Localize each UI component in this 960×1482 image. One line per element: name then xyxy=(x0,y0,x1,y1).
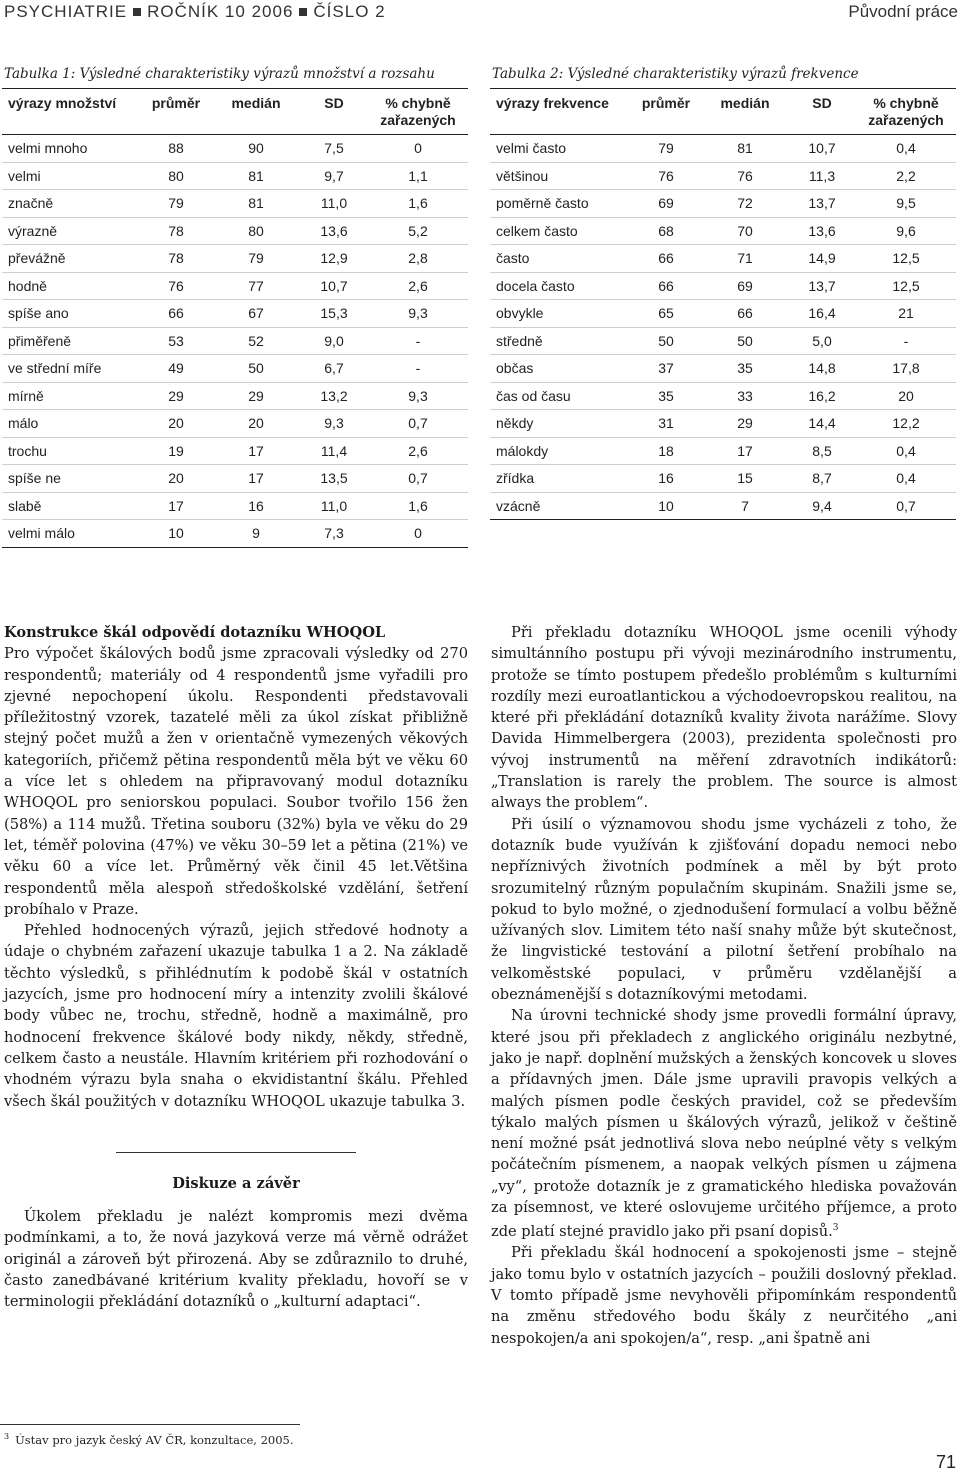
table-cell: 19 xyxy=(140,437,212,465)
table-cell: 29 xyxy=(702,410,788,438)
table-cell: 71 xyxy=(702,245,788,273)
table-cell: celkem často xyxy=(490,217,630,245)
left-column xyxy=(4,622,468,1313)
table-cell: většinou xyxy=(490,162,630,190)
table-cell: 68 xyxy=(630,217,702,245)
table-row xyxy=(490,245,956,273)
table-cell: - xyxy=(368,355,468,383)
paragraph: Úkolem překladu je nalézt kompromis mezi dvěma podmínkami, a to, že nová jazyková verze má věrně odrážet originál a zároveň být přirozená. Aby se zdůraznilo to druhé, často zanedbávané kritérium kvality překladu, hovoří se v terminologii překládání dotazníků o „kulturní adaptaci“. xyxy=(4,1208,468,1311)
table-cell: 20 xyxy=(140,465,212,493)
table2-column-header: výrazy frekvence xyxy=(490,89,630,135)
table-cell: 18 xyxy=(630,437,702,465)
table-row xyxy=(2,245,468,273)
table-cell: 66 xyxy=(630,245,702,273)
table-row xyxy=(490,300,956,328)
table-cell: 7,5 xyxy=(300,135,368,163)
table1-column-header: SD xyxy=(300,89,368,135)
table-row xyxy=(2,437,468,465)
table-cell: 9,3 xyxy=(368,382,468,410)
table-cell: 17,8 xyxy=(856,355,956,383)
table-cell: 13,2 xyxy=(300,382,368,410)
table-cell: 72 xyxy=(702,190,788,218)
table-cell: 9,3 xyxy=(300,410,368,438)
table-row xyxy=(490,135,956,163)
table-row xyxy=(2,465,468,493)
table-row xyxy=(2,355,468,383)
table-cell: často xyxy=(490,245,630,273)
paragraph-text: Na úrovni technické shody jsme provedli formální úpravy, které jsou při překladech z anglického originálu nezbytné, jako je např. doplnění mužských a ženských koncovek u sloves a přídavných jmen. Dále jsme upravili pravopis velkých a malých písmen podle českých pravidel, což se především týkalo malých písmen u škálových výrazů, jelikož v češtině není možné psát jednotlivá slova nebo neúplné věty s velkým počátečním písmenem, a naopak velkých písmen u zájmena „vy“, protože dotazník je z gramatického hlediska považován za písemnost, ve které oslovujeme určitého příjemce, a proto zde platí stejné pravidlo jako při psaní dopisů. xyxy=(491,1007,957,1241)
table-cell: 13,6 xyxy=(788,217,856,245)
table-cell: 7,3 xyxy=(300,520,368,548)
paragraph: Při překladu dotazníku WHOQOL jsme ocenili výhody simultánního postupu při vývoji mezinárodního instrumentu, protože se tímto postupem předešlo problémům s kulturními rozdíly mezi euroatlantickou a východoevropskou realitou, na které při překládání dotazníků kvality života narážíme. Slovy Davida Himmelbergera (2003), prezidenta společnosti pro vývoj instrumentů na měření zdravotních indikátorů: „Translation is rarely the problem. The source is almost always the problem“. xyxy=(491,624,957,812)
square-separator-icon xyxy=(299,8,307,16)
footnote-reference: 3 xyxy=(832,1223,839,1234)
table-cell: 69 xyxy=(702,272,788,300)
table-cell: 90 xyxy=(212,135,300,163)
table1-caption: Tabulka 1: Výsledné charakteristiky výrazů množství a rozsahu xyxy=(4,66,435,82)
table-row xyxy=(2,382,468,410)
table-cell: 17 xyxy=(212,437,300,465)
table1-column-header: % chybně zařazených xyxy=(368,89,468,135)
table-cell: - xyxy=(856,327,956,355)
table-row xyxy=(2,410,468,438)
table-cell: 13,6 xyxy=(300,217,368,245)
table-cell: 35 xyxy=(630,382,702,410)
table-cell: hodně xyxy=(2,272,140,300)
table-cell: středně xyxy=(490,327,630,355)
table-row xyxy=(490,217,956,245)
table-cell: 80 xyxy=(212,217,300,245)
table-cell: 17 xyxy=(140,492,212,520)
table-cell: 37 xyxy=(630,355,702,383)
journal-volume: ROČNÍK 10 xyxy=(147,2,246,21)
table-cell: 15 xyxy=(702,465,788,493)
table-cell: 10 xyxy=(140,520,212,548)
table1-body xyxy=(2,135,468,548)
running-header xyxy=(0,0,960,26)
table-cell: 81 xyxy=(212,162,300,190)
table-cell: spíše ne xyxy=(2,465,140,493)
table-cell: 0,7 xyxy=(368,410,468,438)
table-cell: 12,5 xyxy=(856,245,956,273)
table-cell: 0,4 xyxy=(856,437,956,465)
table-cell: spíše ano xyxy=(2,300,140,328)
table2-caption: Tabulka 2: Výsledné charakteristiky výrazů frekvence xyxy=(492,66,859,82)
table-cell: velmi mnoho xyxy=(2,135,140,163)
table-cell: 20 xyxy=(140,410,212,438)
table-cell: 77 xyxy=(212,272,300,300)
table-cell: 0 xyxy=(368,135,468,163)
table-row xyxy=(490,190,956,218)
table-row xyxy=(490,162,956,190)
table2-header-row xyxy=(490,89,956,135)
table-cell: 2,2 xyxy=(856,162,956,190)
table-cell: občas xyxy=(490,355,630,383)
table-cell: málo xyxy=(2,410,140,438)
table-row xyxy=(490,382,956,410)
table1 xyxy=(2,88,468,548)
table2-column-header: medián xyxy=(702,89,788,135)
table-cell: velmi často xyxy=(490,135,630,163)
table1-column-header: medián xyxy=(212,89,300,135)
table-cell: 20 xyxy=(212,410,300,438)
table2-column-header: SD xyxy=(788,89,856,135)
table-row xyxy=(2,272,468,300)
table-cell: 13,7 xyxy=(788,272,856,300)
table-cell: 13,5 xyxy=(300,465,368,493)
table1-column-header: průměr xyxy=(140,89,212,135)
journal-issue: ČÍSLO 2 xyxy=(313,2,386,21)
table-cell: 16,4 xyxy=(788,300,856,328)
journal-name: PSYCHIATRIE xyxy=(4,2,128,21)
table-cell: 7 xyxy=(702,492,788,520)
table-cell: 81 xyxy=(212,190,300,218)
table-cell: 79 xyxy=(630,135,702,163)
table-row xyxy=(2,217,468,245)
table-cell: obvykle xyxy=(490,300,630,328)
table-cell: 8,5 xyxy=(788,437,856,465)
table-cell: 2,6 xyxy=(368,437,468,465)
table-cell: 9,3 xyxy=(368,300,468,328)
footnote-text: Ústav pro jazyk český AV ČR, konzultace, 2005. xyxy=(15,1432,294,1447)
table-cell: 5,0 xyxy=(788,327,856,355)
table-cell: 52 xyxy=(212,327,300,355)
table-cell: 17 xyxy=(212,465,300,493)
paragraph xyxy=(491,1005,957,1242)
table1-header-row xyxy=(2,89,468,135)
table-cell: 0,7 xyxy=(368,465,468,493)
table-row xyxy=(2,190,468,218)
table-cell: výrazně xyxy=(2,217,140,245)
table-cell: 21 xyxy=(856,300,956,328)
table-row xyxy=(490,410,956,438)
table-cell: 50 xyxy=(212,355,300,383)
table-cell: 78 xyxy=(140,245,212,273)
table-cell: 10,7 xyxy=(300,272,368,300)
table-cell: 9,0 xyxy=(300,327,368,355)
table-cell: 70 xyxy=(702,217,788,245)
table-row xyxy=(490,492,956,520)
table-cell: mírně xyxy=(2,382,140,410)
paragraph: Přehled hodnocených výrazů, jejich středové hodnoty a údaje o chybném zařazení ukazuje tabulka 1 a 2. Na základě těchto výsledků, s přihlédnutím k podobě škál v ostatních jazycích, jsme pro hodnocení míry a intenzity zvolili škálové body vůbec ne, trochu, středně, hodně a maximálně, pro hodnocení frekvence škálové body nikdy, někdy, středně, celkem často a neustále. Hlavním kritériem při rozhodování o vhodném výrazu byla snaha o ekvidistantní škálu. Přehled všech škál použitých v dotazníku WHOQOL ukazuje tabulka 3. xyxy=(4,922,468,1110)
table-cell: 66 xyxy=(140,300,212,328)
table2-column-header: průměr xyxy=(630,89,702,135)
table2 xyxy=(490,88,956,520)
table-cell: 12,9 xyxy=(300,245,368,273)
table-cell: 76 xyxy=(630,162,702,190)
table2-column-header: % chybně zařazených xyxy=(856,89,956,135)
section-heading-discussion: Diskuze a závěr xyxy=(172,1174,300,1192)
table-row xyxy=(2,162,468,190)
table2-body xyxy=(490,135,956,520)
table-cell: 12,5 xyxy=(856,272,956,300)
table-cell: 12,2 xyxy=(856,410,956,438)
table-cell: 9,4 xyxy=(788,492,856,520)
table-cell: 14,4 xyxy=(788,410,856,438)
section-heading-construction: Konstrukce škál odpovědí dotazníku WHOQOL xyxy=(4,624,386,641)
footnote xyxy=(4,1432,294,1447)
table-cell: 1,6 xyxy=(368,190,468,218)
footnote-number: 3 xyxy=(4,1432,10,1441)
section-label: Původní práce xyxy=(848,2,958,21)
table-cell: 79 xyxy=(140,190,212,218)
journal-year: 2006 xyxy=(251,2,294,21)
table-cell: 9,5 xyxy=(856,190,956,218)
table-cell: 49 xyxy=(140,355,212,383)
table-cell: 69 xyxy=(630,190,702,218)
table-cell: 20 xyxy=(856,382,956,410)
section-divider xyxy=(116,1152,356,1153)
table-cell: 0,4 xyxy=(856,465,956,493)
table-cell: 10,7 xyxy=(788,135,856,163)
table-cell: 16 xyxy=(212,492,300,520)
table-cell: značně xyxy=(2,190,140,218)
running-header-left xyxy=(4,2,386,22)
table-row xyxy=(490,355,956,383)
table-cell: 0,4 xyxy=(856,135,956,163)
table-row xyxy=(2,492,468,520)
table-row xyxy=(490,327,956,355)
table-row xyxy=(2,520,468,548)
table-row xyxy=(2,327,468,355)
table-row xyxy=(2,300,468,328)
table-cell: zřídka xyxy=(490,465,630,493)
table-cell: poměrně často xyxy=(490,190,630,218)
square-separator-icon xyxy=(133,8,141,16)
table-cell: 11,0 xyxy=(300,492,368,520)
table-cell: 14,9 xyxy=(788,245,856,273)
table-cell: 14,8 xyxy=(788,355,856,383)
table-cell: 1,1 xyxy=(368,162,468,190)
table-cell: 15,3 xyxy=(300,300,368,328)
table-cell: 78 xyxy=(140,217,212,245)
table-cell: 88 xyxy=(140,135,212,163)
table-cell: 11,4 xyxy=(300,437,368,465)
table-cell: vzácně xyxy=(490,492,630,520)
table-cell: slabě xyxy=(2,492,140,520)
table-cell: 16 xyxy=(630,465,702,493)
table-cell: 53 xyxy=(140,327,212,355)
table-cell: 50 xyxy=(630,327,702,355)
table-cell: velmi xyxy=(2,162,140,190)
table-cell: 35 xyxy=(702,355,788,383)
paragraph: Při úsilí o významovou shodu jsme vycházeli z toho, že dotazník bude využíván k zjišťování dopadu nemoci nebo nepříznivých životních podmínek a měl by být proto srozumitelný různým populačním skupinám. Snažili jsme se, pokud to bylo možné, o zjednodušení formulací a volbu běžně užívaných slov. Limitem této naší snahy může být skutečnost, že lingvistické testování a pilotní šetření probíhalo na velkoměstské populaci, v průměru vzdělanější a obeznámenější s dotazníkovými metodami. xyxy=(491,815,957,1004)
table-cell: 10 xyxy=(630,492,702,520)
paragraph: Pro výpočet škálových bodů jsme zpracovali výsledky od 270 respondentů; materiály od 4 respondentů jsme vyřadili pro zjevné nepochopení úkolu. Respondenti představovali příležitostný vzorek, tazatelé měli za úkol získat přibližně stejný počet mužů a žen v orientačně vymezených věkových kategoriích, přičemž pětina respondentů měla být ve věku 60 a více let s ohledem na připravovaný modul dotazníku WHOQOL pro seniorskou populaci. Soubor tvořilo 156 žen (58%) a 114 mužů. Třetina souboru (32%) byla ve věku do 29 let, téměř polovina (47%) ve věku 30–59 let a pětina (21%) ve věku 60 a více let. Průměrný věk činil 45 let.Většina respondentů měla alespoň středoškolské vzdělání, šetření probíhalo v Praze. xyxy=(4,645,468,918)
table-cell: čas od času xyxy=(490,382,630,410)
table-cell: 9,7 xyxy=(300,162,368,190)
table-row xyxy=(490,272,956,300)
table-cell: 0 xyxy=(368,520,468,548)
table-cell: - xyxy=(368,327,468,355)
table-cell: 31 xyxy=(630,410,702,438)
table-cell: 76 xyxy=(702,162,788,190)
table-cell: 9,6 xyxy=(856,217,956,245)
table-cell: ve střední míře xyxy=(2,355,140,383)
table-cell: 81 xyxy=(702,135,788,163)
table-cell: 66 xyxy=(702,300,788,328)
page-number: 71 xyxy=(935,1452,956,1472)
footnote-divider xyxy=(0,1424,300,1425)
table1-column-header: výrazy množství xyxy=(2,89,140,135)
table-cell: 2,6 xyxy=(368,272,468,300)
table-cell: 1,6 xyxy=(368,492,468,520)
table-row xyxy=(2,135,468,163)
table-cell: 16,2 xyxy=(788,382,856,410)
table-cell: přiměřeně xyxy=(2,327,140,355)
table-cell: 0,7 xyxy=(856,492,956,520)
table-cell: 6,7 xyxy=(300,355,368,383)
table-cell: 11,0 xyxy=(300,190,368,218)
table-cell: někdy xyxy=(490,410,630,438)
table-cell: 17 xyxy=(702,437,788,465)
table-cell: 80 xyxy=(140,162,212,190)
table-cell: 2,8 xyxy=(368,245,468,273)
table-cell: velmi málo xyxy=(2,520,140,548)
paragraph: Při překladu škál hodnocení a spokojenosti jsme – stejně jako tomu bylo v ostatních jazycích – použili doslovný překlad. V tomto případě jsme nevyhověli připomínkám respondentů na změnu středového bodu škály z neurčitého „ani nespokojen/a ani spokojen/a“, resp. „ani špatně ani xyxy=(491,1244,957,1347)
table-cell: 11,3 xyxy=(788,162,856,190)
table-row xyxy=(490,437,956,465)
table-cell: převážně xyxy=(2,245,140,273)
table-cell: 65 xyxy=(630,300,702,328)
table-cell: 67 xyxy=(212,300,300,328)
table-row xyxy=(490,465,956,493)
table-cell: 13,7 xyxy=(788,190,856,218)
table-cell: málokdy xyxy=(490,437,630,465)
right-column xyxy=(491,622,957,1349)
table-cell: 79 xyxy=(212,245,300,273)
table-cell: 9 xyxy=(212,520,300,548)
table-cell: 76 xyxy=(140,272,212,300)
column-spacer xyxy=(4,1112,468,1152)
table-cell: 5,2 xyxy=(368,217,468,245)
table-cell: docela často xyxy=(490,272,630,300)
table-cell: 8,7 xyxy=(788,465,856,493)
table-cell: 29 xyxy=(140,382,212,410)
table-cell: 29 xyxy=(212,382,300,410)
table-cell: 66 xyxy=(630,272,702,300)
table-cell: 33 xyxy=(702,382,788,410)
table-cell: trochu xyxy=(2,437,140,465)
table-cell: 50 xyxy=(702,327,788,355)
